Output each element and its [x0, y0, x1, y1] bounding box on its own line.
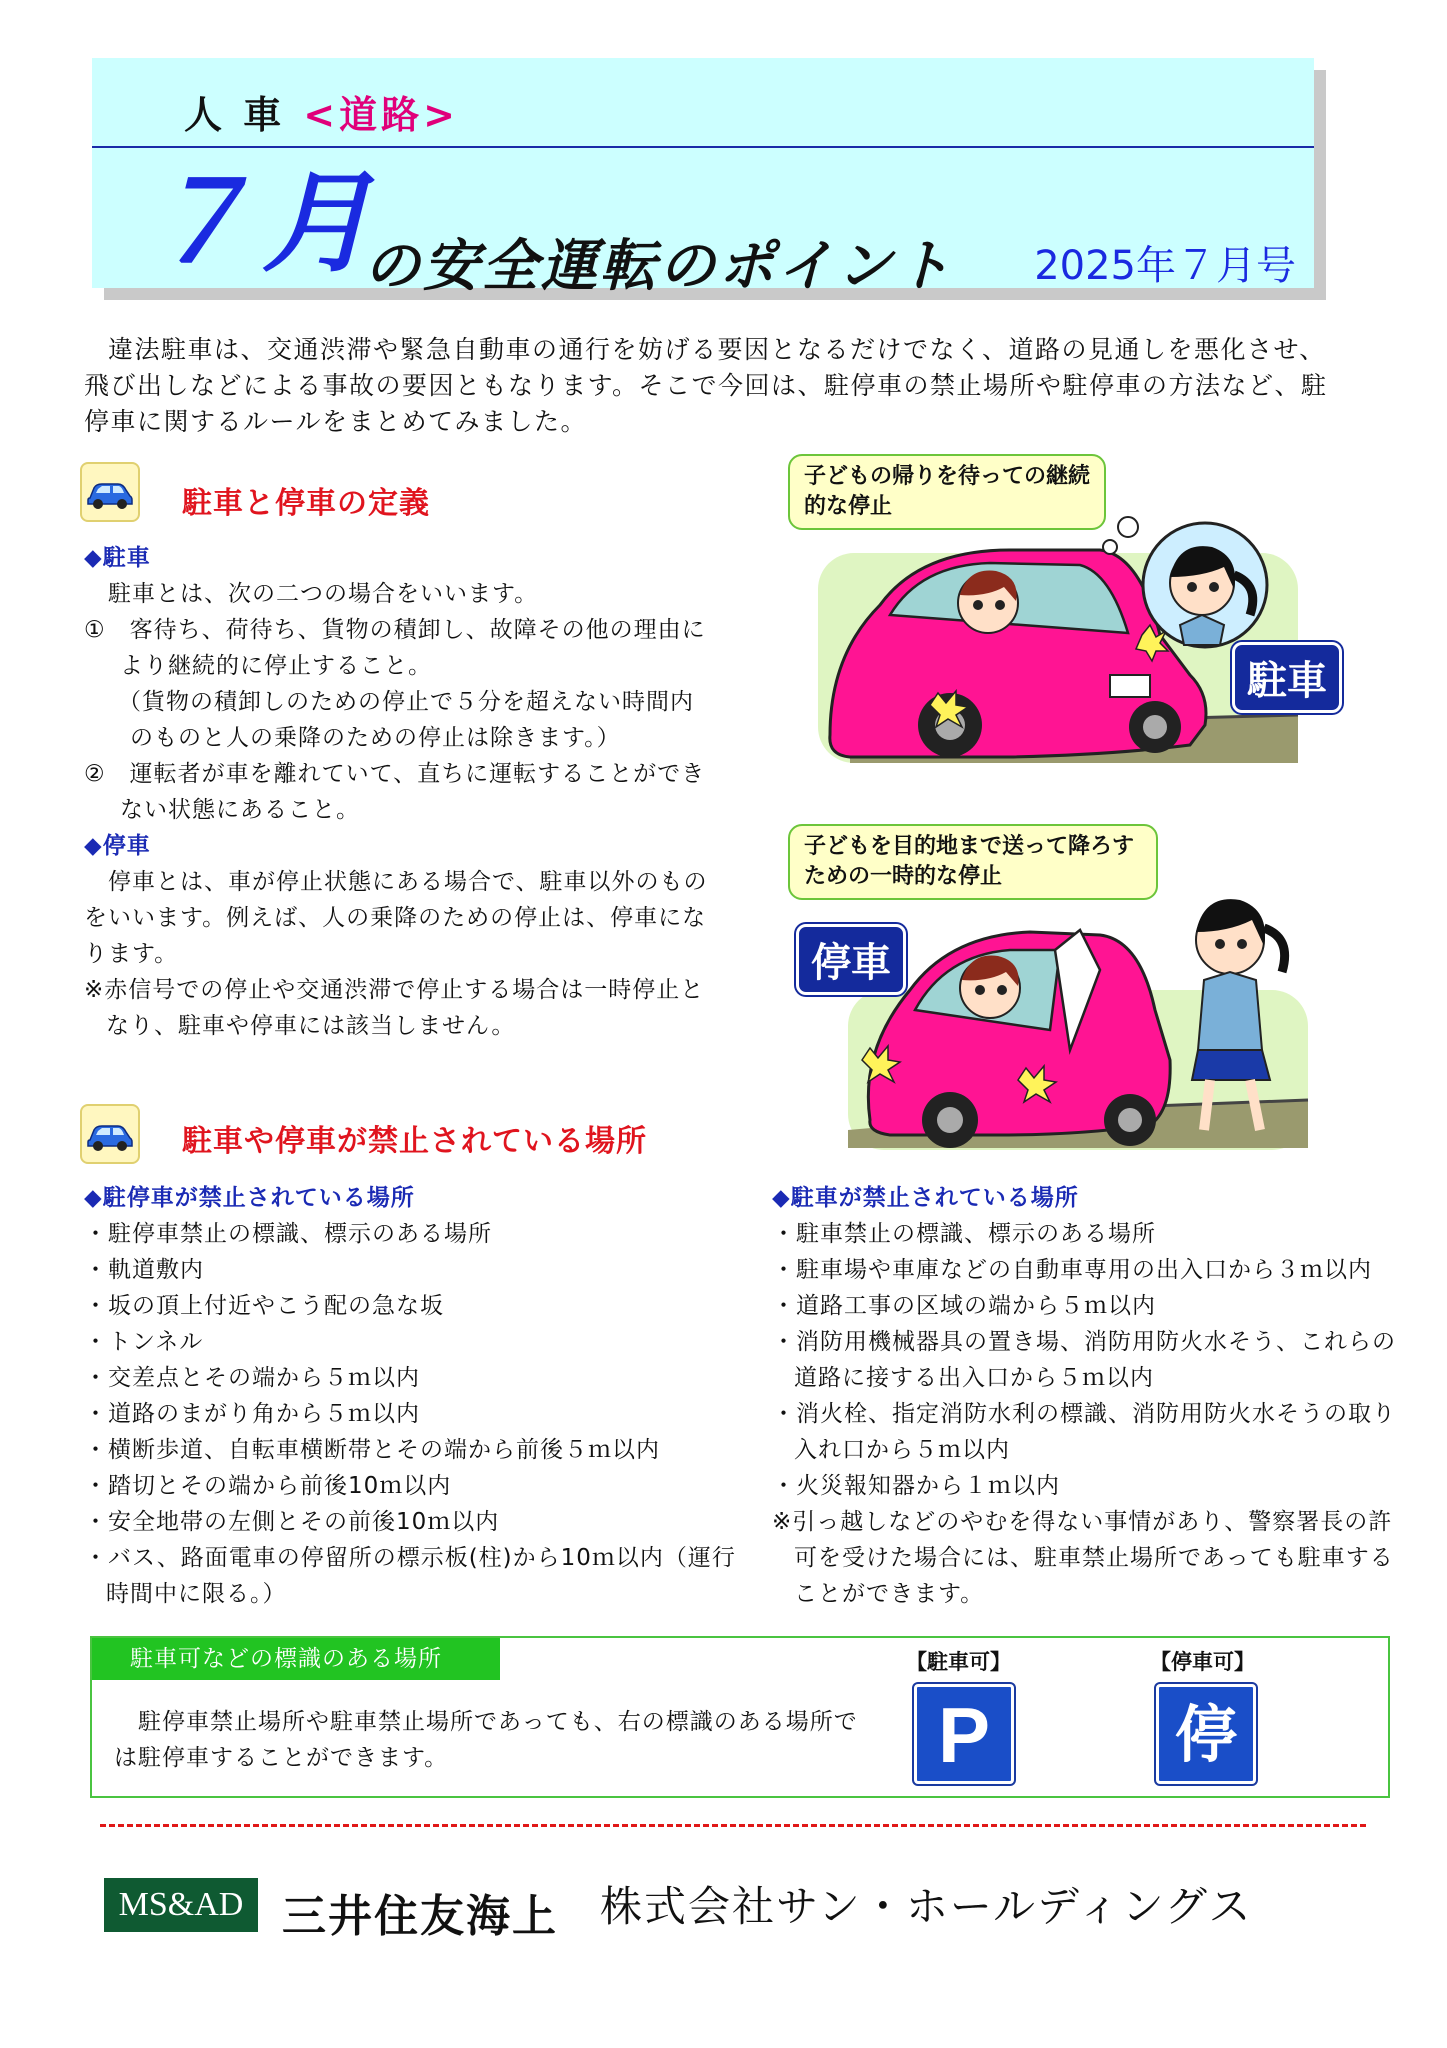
section-title-definitions: 駐車と停車の定義 [182, 486, 430, 521]
category-label: 人 車 [184, 93, 286, 137]
stopping-illustration [800, 880, 1320, 1155]
list-item: ・軌道敷内 [84, 1257, 204, 1283]
stopping-text: 停車とは、車が停止状態にある場合で、駐車以外のものをいいます。例えば、人の乗降のための停止は、停車になります。 [84, 869, 708, 967]
no-parking-list [772, 1180, 1402, 1612]
header-category [184, 84, 459, 139]
no-stopping-list [84, 1180, 744, 1612]
list-item: ・消防用機械器具の置き場、消防用防火水そう、これらの道路に接する出入口から５ｍ以内 [772, 1329, 1396, 1391]
parking-item-2: ② 運転者が車を離れていて、直ちに運転することができない状態にあること。 [84, 761, 706, 823]
list-item: ・道路工事の区域の端から５ｍ以内 [772, 1293, 1156, 1319]
road-label: <道路> [303, 93, 459, 137]
stopping-heading: ◆停車 [84, 833, 151, 859]
permitted-signs-box [90, 1636, 1390, 1798]
list-item: ・横断歩道、自転車横断帯とその端から前後５ｍ以内 [84, 1437, 660, 1463]
agency-name: 株式会社サン・ホールディングス [600, 1882, 1253, 1931]
parking-lead: 駐車とは、次の二つの場合をいいます。 [108, 581, 539, 607]
speech-bubble-parking: 子どもの帰りを待っての継続的な停止 [788, 454, 1106, 530]
insurer-name: 三井住友海上 [282, 1891, 558, 1942]
header-banner [92, 58, 1314, 299]
list-item: ・道路のまがり角から５ｍ以内 [84, 1401, 420, 1427]
dashed-divider [100, 1824, 1366, 1827]
section-title-prohibited: 駐車や停車が禁止されている場所 [182, 1124, 647, 1159]
list-item: ・駐車禁止の標識、標示のある場所 [772, 1221, 1156, 1247]
parking-item-1: ① 客待ち、荷待ち、貨物の積卸し、故障その他の理由により継続的に停止すること。 [84, 617, 706, 679]
month-title: ７月 [142, 159, 382, 287]
signbox-label: 駐車可などの標識のある場所 [92, 1638, 500, 1680]
list-item: ・トンネル [84, 1329, 204, 1355]
list-item: ・駐停車禁止の標識、標示のある場所 [84, 1221, 492, 1247]
parking-stamp: 駐車 [1232, 642, 1342, 713]
list-item: ・安全地帯の左側とその前後10ｍ以内 [84, 1509, 500, 1535]
list-item: ・駐車場や車庫などの自動車専用の出入口から３ｍ以内 [772, 1257, 1372, 1283]
no-parking-note: ※引っ越しなどのやむを得ない事情があり、警察署長の許可を受けた場合には、駐車禁止場所であっても駐車することができます。 [772, 1509, 1394, 1607]
header-rule [92, 146, 1314, 148]
stopping-stamp: 停車 [796, 924, 906, 995]
parking-item-1-note: （貨物の積卸しのための停止で５分を超えない時間内のものと人の乗降のための停止は除きます。） [118, 689, 694, 751]
definitions-note: ※赤信号での停止や交通渋滞で停止する場合は一時停止となり、駐車や停車には該当しません。 [84, 977, 705, 1039]
signbox-text [114, 1704, 874, 1776]
list-item: ・交差点とその端から５ｍ以内 [84, 1365, 420, 1391]
parking-ok-sign: P [914, 1684, 1014, 1784]
list-item: ・バス、路面電車の停留所の標示板(柱)から10ｍ以内（運行時間中に限る。） [84, 1545, 736, 1607]
stopping-ok-caption: 【停車可】 [1150, 1650, 1255, 1674]
intro-paragraph [84, 332, 1334, 440]
list-item: ・踏切とその端から前後10ｍ以内 [84, 1473, 452, 1499]
speech-bubble-stopping: 子どもを目的地まで送って降ろすための一時的な停止 [788, 824, 1158, 900]
parking-illustration [810, 505, 1315, 775]
car-icon [80, 462, 140, 522]
car-icon [80, 1104, 140, 1164]
definitions-text [84, 540, 714, 1044]
list-item: ・火災報知器から１ｍ以内 [772, 1473, 1060, 1499]
page-title: の安全運転のポイント [364, 234, 954, 299]
msad-logo: MS&AD [104, 1878, 258, 1932]
parking-ok-caption: 【駐車可】 [906, 1650, 1011, 1674]
intro-text: 違法駐車は、交通渋滞や緊急自動車の通行を妨げる要因となるだけでなく、道路の見通しを悪化させ、飛び出しなどによる事故の要因ともなります。そこで今回は、駐停車の禁止場所や駐停車の方法など、駐停車に関するルールをまとめてみました。 [84, 335, 1328, 436]
stopping-ok-sign: 停 [1156, 1684, 1256, 1784]
list-item: ・消火栓、指定消防水利の標識、消防用防火水そうの取り入れ口から５ｍ以内 [772, 1401, 1396, 1463]
no-parking-heading: ◆駐車が禁止されている場所 [772, 1185, 1079, 1211]
signbox-paragraph: 駐停車禁止場所や駐車禁止場所であっても、右の標識のある場所では駐停車することができます。 [114, 1709, 858, 1771]
issue-date: 2025年７月号 [1034, 243, 1296, 289]
parking-heading: ◆駐車 [84, 545, 151, 571]
no-stopping-heading: ◆駐停車が禁止されている場所 [84, 1185, 415, 1211]
list-item: ・坂の頂上付近やこう配の急な坂 [84, 1293, 444, 1319]
